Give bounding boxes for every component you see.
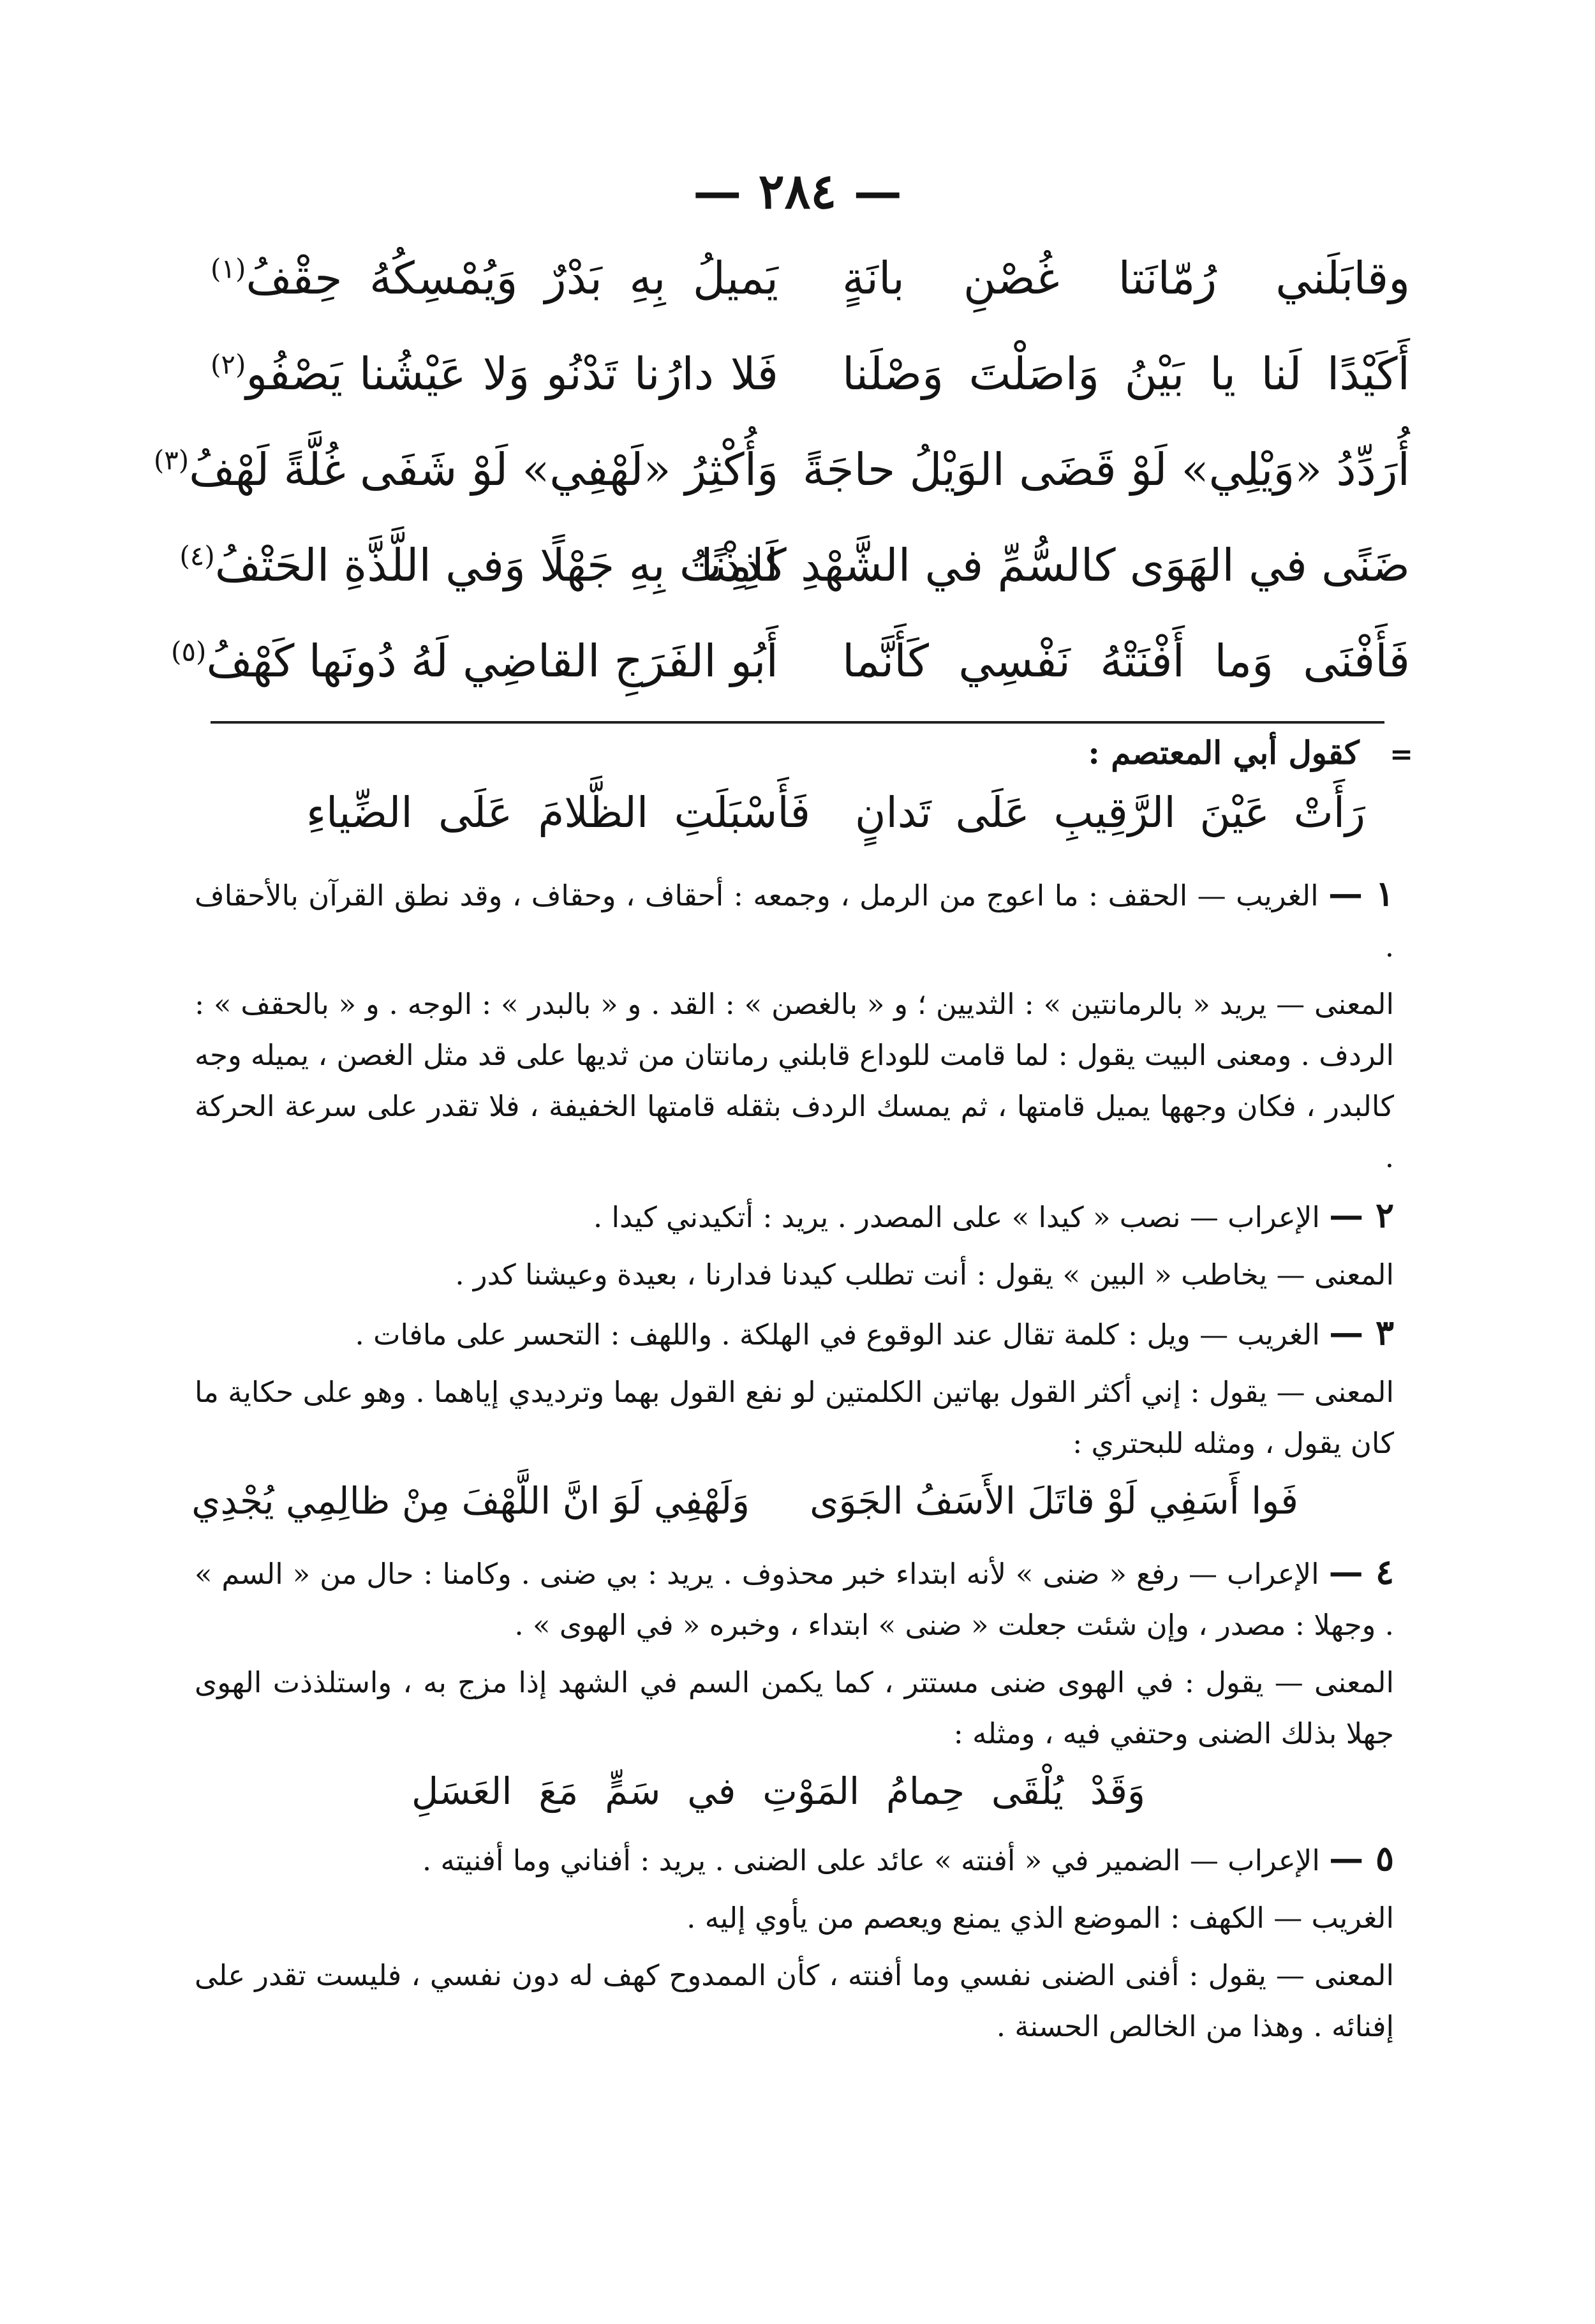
footnote-divider bbox=[211, 721, 1384, 724]
verse-second-hemistich bbox=[211, 252, 778, 304]
verse-text: أَبُو الفَرَجِ القاضِي لَهُ دُونَها كَهْفُ bbox=[206, 635, 778, 687]
note-5-maana: المعنى — يقول : أفنى الضنى نفسي وما أفنته ، كأن الممدوح كهف له دون نفسي ، فليست تقدر على إفنائه . وهذا من الخالص الحسنة . bbox=[195, 1958, 1394, 2043]
notes-header bbox=[1088, 734, 1413, 771]
notes-header-text: كقول أبي المعتصم : bbox=[1088, 734, 1360, 771]
verse-first-hemistich: أَكَيْدًا لَنا يا بَيْنُ وَاصَلْتَ وَصْلَنا bbox=[842, 348, 1410, 400]
verse-second-hemistich bbox=[171, 635, 778, 687]
verse-first-hemistich: أُرَدِّدُ «وَيْلِي» لَوْ قَضَى الوَيْلُ حاجَةً bbox=[802, 443, 1410, 496]
note-number: ٥ — bbox=[1329, 1838, 1394, 1879]
note-5-gharib: الغريب — الكهف : الموضع الذي يمنع ويعصم من يأوي إليه . bbox=[686, 1901, 1394, 1935]
verse-first-hemistich: فَأَفْنَى وَما أَفْنَتْهُ نَفْسِي كَأَنَّما bbox=[842, 635, 1410, 687]
note-number: ٤ — bbox=[1328, 1551, 1394, 1592]
verse-text: لَذِذْتُ بِهِ جَهْلًا وَفي اللَّذَّةِ الحَتْفُ bbox=[214, 539, 778, 592]
cited-verse-second-hemistich: وَلَهْفِي لَوَ انَّ اللَّهْفَ مِنْ ظالِمِي يُجْدِي bbox=[191, 1479, 750, 1523]
note-text: الإعراب — الضمير في « أفنته » عائد على الضنى . يريد : أفناني وما أفنيته . bbox=[422, 1844, 1320, 1877]
note-text: الإعراب — نصب « كيدا » على المصدر . يريد : أتكيدني كيدا . bbox=[593, 1200, 1320, 1234]
note-number: ٣ — bbox=[1329, 1312, 1394, 1353]
note-1-maana: المعنى — يريد « بالرمانتين » : الثديين ؛ و « بالغصن » : القد . و « بالبدر » : الوجه . و « بالحقف » : الردف . ومعنى البيت يقول : لما قامت للوداع قابلني رمانتان من ثديها على قد مثل الغصن ، يميله وجه كالبدر ، فكان وجهها يميل قامتها ، ثم يمسك الردف بثقله قامتها الخفيفة ، فلا تقدر على سرعة الحركة . bbox=[195, 987, 1394, 1174]
commentary bbox=[191, 868, 1394, 2059]
continuation-mark: = bbox=[1390, 738, 1413, 771]
note-4-iraab bbox=[195, 1546, 1394, 1651]
note-3-cited-verse bbox=[191, 1475, 1394, 1542]
quoted-verse-first-hemistich: رَأَتْ عَيْنَ الرَّقِيبِ عَلَى تَدانٍ bbox=[855, 788, 1365, 837]
footnote-marker: (٣) bbox=[153, 444, 189, 476]
poem-verse-2 bbox=[211, 348, 1410, 443]
verse-text: وَأُكْثِرُ «لَهْفِي» لَوْ شَفَى غُلَّةً لَهْفُ bbox=[189, 443, 778, 496]
note-5-iraab bbox=[195, 1833, 1394, 1886]
note-2-iraab bbox=[195, 1189, 1394, 1243]
note-4-cited-verse bbox=[195, 1766, 1394, 1833]
poem-verse-5 bbox=[171, 635, 1410, 731]
cited-verse-first-hemistich: فَوا أَسَفِي لَوْ قاتَلَ الأَسَفُ الجَوَى bbox=[810, 1479, 1298, 1523]
footnote-marker: (١) bbox=[211, 253, 246, 285]
footnote-marker: (٢) bbox=[211, 348, 246, 380]
verse-second-hemistich bbox=[211, 348, 778, 400]
note-text: الغريب — الحقف : ما اعوج من الرمل ، وجمعه : أحقاف ، وحقاف ، وقد نطق القرآن بالأحقاف . bbox=[195, 879, 1394, 964]
poem bbox=[153, 252, 1410, 731]
poem-verse-1 bbox=[211, 252, 1410, 348]
note-1-gharib bbox=[195, 868, 1394, 972]
verse-first-hemistich: وقابَلَني رُمّانَتا غُصْنِ بانَةٍ bbox=[842, 252, 1410, 304]
note-number: ٢ — bbox=[1329, 1195, 1394, 1235]
footnote-marker: (٤) bbox=[179, 540, 215, 572]
note-4-maana: المعنى — يقول : في الهوى ضنى مستتر ، كما يكمن السم في الشهد إذا مزج به ، واستلذذت الهوى جهلا بذلك الضنى وحتفي فيه ، ومثله : bbox=[195, 1665, 1394, 1750]
verse-text: فَلا دارُنا تَدْنُو وَلا عَيْشُنا يَصْفُو bbox=[246, 348, 778, 400]
cited-verse-line: وَقَدْ يُلْقَى حِمامُ المَوْتِ في سَمٍّ مَعَ العَسَلِ bbox=[412, 1769, 1145, 1813]
note-text: الإعراب — رفع « ضنى » لأنه ابتداء خبر محذوف . يريد : بي ضنى . وكامنا : حال من « السم » . وجهلا : مصدر ، وإن شئت جعلت « ضنى » ابتداء ، وخبره « في الهوى » . bbox=[195, 1557, 1394, 1642]
poem-verse-4 bbox=[179, 539, 1410, 635]
note-2-maana: المعنى — يخاطب « البين » يقول : أنت تطلب كيدنا فدارنا ، بعيدة وعيشنا كدر . bbox=[455, 1258, 1394, 1292]
note-3-maana: المعنى — يقول : إني أكثر القول بهاتين الكلمتين لو نفع القول بهما وترديدي إياهما . وهو على حكاية ما كان يقول ، ومثله للبحتري : bbox=[195, 1375, 1394, 1460]
verse-second-hemistich bbox=[153, 443, 778, 496]
page-number: — ٢٨٤ — bbox=[693, 163, 902, 220]
poem-verse-3 bbox=[153, 443, 1410, 539]
note-number: ١ — bbox=[1328, 873, 1394, 914]
quoted-verse-second-hemistich: فَأَسْبَلَتِ الظَّلامَ عَلَى الضِّياءِ bbox=[306, 788, 810, 837]
footnote-marker: (٥) bbox=[171, 636, 207, 667]
verse-second-hemistich bbox=[179, 539, 778, 592]
note-text: الغريب — ويل : كلمة تقال عند الوقوع في الهلكة . واللهف : التحسر على مافات . bbox=[355, 1318, 1320, 1352]
note-3-gharib bbox=[195, 1307, 1394, 1360]
verse-first-hemistich: ضَنًى في الهَوَى كالسُّمِّ في الشَّهْدِ كامِنًا bbox=[701, 539, 1410, 592]
verse-text: يَميلُ بِهِ بَدْرٌ وَيُمْسِكُهُ حِقْفُ bbox=[246, 252, 778, 304]
